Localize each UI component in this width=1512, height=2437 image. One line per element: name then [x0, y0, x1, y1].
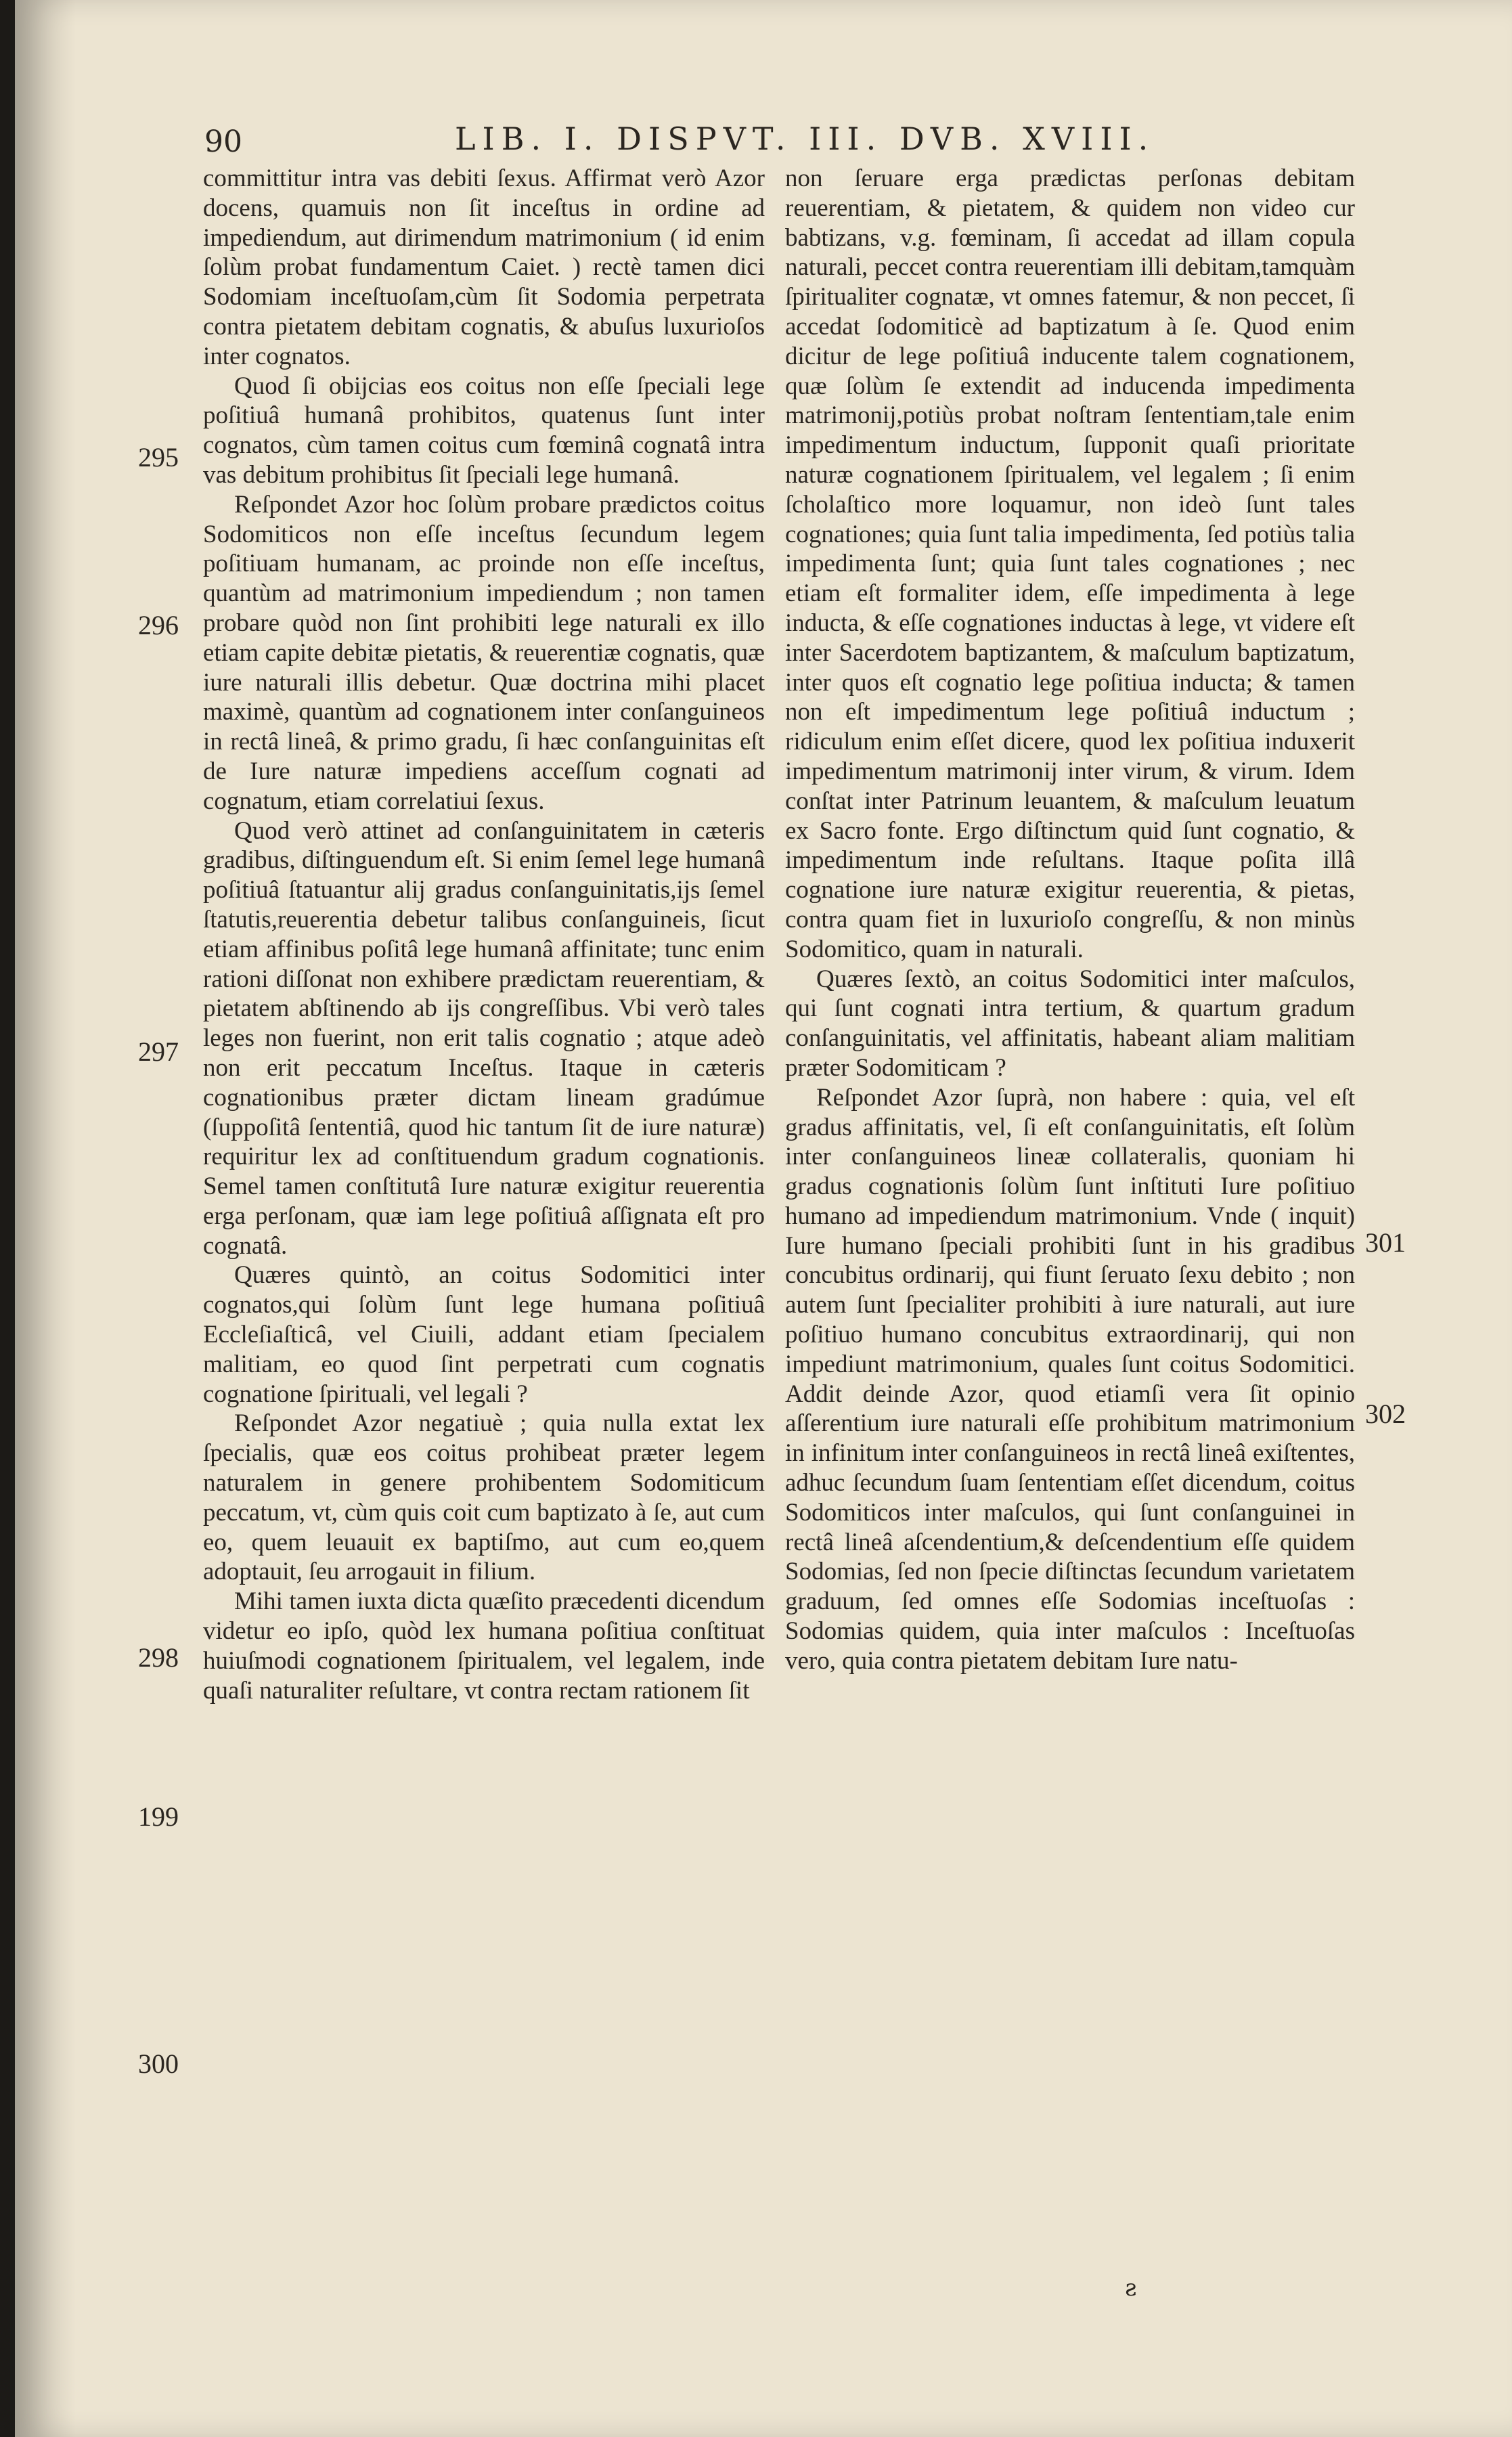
paragraph: Reſpondet Azor negatiuè ; quia nulla extat lex ſpecialis, quæ eos coitus prohibeat præter legem naturalem in genere prohibentem Sodomiticum peccatum, vt, cùm quis coit cum baptizato à ſe, aut cum eo, quem leuauit ex baptiſmo, aut cum eo,quem adoptauit, ſeu arrogauit in filium.	[203, 1409, 765, 1586]
margin-number: 302	[1365, 1399, 1406, 1429]
left-column	[203, 164, 765, 1705]
paragraph: Reſpondet Azor ſuprà, non habere : quia, vel eſt gradus affinitatis, vel, ſi eſt conſanguinitatis, eſt ſolùm inter conſanguineos lineæ collateralis, quoniam hi gradus cognationis ſolùm ſunt inſtituti Iure poſitiuo humano ad impediendum matrimonium. Vnde ( inquit) Iure humano ſpeciali prohibiti ſunt in his gradibus concubitus ordinarij, qui fiunt ſeruato ſexu debito ; non autem ſunt ſpecialiter prohibiti à iure naturali, aut iure poſitiuo humano concubitus extraordinarij, qui non impediunt matrimonium, quales ſunt coitus Sodomitici. Addit deinde Azor, quod etiamſi vera ſit opinio aſſerentium iure naturali eſſe prohibitum matrimonium in infinitum inter conſanguineos in rectâ lineâ exiſtentes, adhuc ſecundum ſuam ſententiam eſſet dicendum, coitus Sodomiticos inter maſculos, qui ſunt conſanguinei in rectâ lineâ aſcendentium,& deſcendentium eſſe quidem Sodomias, ſed non ſpecie diſtinctas ſecundum varietatem graduum, ſed omnes eſſe Sodomias inceſtuoſas : Sodomias quidem, quia inter maſculos : Inceſtuoſas vero, quia contra pietatem debitam Iure natu-	[785, 1083, 1355, 1675]
margin-number: 300	[138, 2048, 179, 2079]
paragraph: Quæres quintò, an coitus Sodomitici inter cognatos,qui ſolùm ſunt lege humana poſitiuâ Eccleſiaſticâ, vel Ciuili, addant etiam ſpecialem malitiam, eo quod ſint perpetrati cum cognatis cognatione ſpirituali, vel legali ?	[203, 1261, 765, 1408]
page-number: 90	[204, 125, 242, 159]
margin-number: 297	[138, 1036, 179, 1067]
margin-number: 295	[138, 442, 179, 473]
paragraph: Quæres ſextò, an coitus Sodomitici inter maſculos, qui ſunt cognati intra tertium, & quartum gradum conſanguinitatis, vel affinitatis, habeant aliam malitiam præter Sodomiticam ?	[785, 965, 1355, 1082]
margin-number: 298	[138, 1642, 179, 1673]
paragraph: committitur intra vas debiti ſexus. Affirmat verò Azor docens, quamuis non ſit inceſtus in ordine ad impediendum, aut dirimendum matrimonium ( id enim ſolùm probat fundamentum Caiet. ) rectè tamen dici Sodomiam inceſtuoſam,cùm ſit Sodomia perpetrata contra pietatem debitam cognatis, & abuſus luxurioſos inter cognatos.	[203, 164, 765, 370]
gutter-shadow	[15, 0, 76, 2437]
paragraph: non ſeruare erga prædictas perſonas debitam reuerentiam, & pietatem, & quidem non video cur babtizans, v.g. fœminam, ſi accedat ad illam copula naturali, peccet contra reuerentiam illi debitam,tamquàm ſpiritualiter cognatæ, vt omnes fatemur, & non peccet, ſi accedat ſodomiticè ad baptizatum à ſe. Quod enim dicitur de lege poſitiuâ inducente talem cognationem, quæ ſolùm ſe extendit ad inducenda impedimenta matrimonij,potiùs probat noſtram ſententiam,tale enim impedimentum inductum, ſupponit quaſi prioritate naturæ cognationem ſpiritualem, vel legalem ; ſi enim ſcholaſtico more loquamur, non ideò ſunt tales cognationes; quia ſunt talia impedimenta, ſed potiùs talia impedimenta ſunt; quia ſunt tales cognationes ; nec etiam eſt formaliter idem, eſſe impedimenta à lege inducta, & eſſe cognationes inductas à lege, vt videre eſt inter Sacerdotem baptizantem, & maſculum baptizatum, inter quos eſt cognatio lege poſitiua inducta; & tamen non eſt impedimentum lege poſitiuâ inductum ; ridiculum enim eſſet dicere, quod lex poſitiua induxerit impedimentum matrimonij inter virum, & virum. Idem conſtat inter Patrinum leuantem, & maſculum leuatum ex Sacro fonte. Ergo diſtinctum quid ſunt cognatio, & impedimentum inde reſultans. Itaque poſita illâ cognatione iure naturæ exigitur reuerentia, & pietas, contra quam fiet in luxurioſo congreſſu, & non minùs Sodomitico, quam in naturali.	[785, 164, 1355, 963]
page-header	[15, 120, 1512, 168]
paragraph: Quod verò attinet ad conſanguinitatem in cæteris gradibus, diſtinguendum eſt. Si enim ſemel lege humanâ poſitiuâ ſtatuantur alij gradus conſanguinitatis,ijs ſemel ſtatutis,reuerentia debetur talibus conſanguineis, ſicut etiam affinibus poſitâ lege humanâ affinitate; tunc enim rationi diſſonat non exhibere prædictam reuerentiam, & pietatem abſtinendo ab ijs congreſſibus. Vbi verò tales leges non fuerint, non erit talis cognatio ; atque adeò non erit peccatum Inceſtus. Itaque in cæteris cognationibus præter dictam lineam gradúmue (ſuppoſitâ ſententiâ, quod hic tantum ſit de iure naturæ) requiritur lex ad conſtituendum gradum cognationis. Semel tamen conſtitutâ Iure naturæ exigitur reuerentia erga perſonam, quæ iam lege poſitiuâ aſſignata eſt pro cognatâ.	[203, 816, 765, 1260]
margin-number: 296	[138, 610, 179, 640]
margin-number: 199	[138, 1801, 179, 1832]
right-column	[785, 164, 1355, 1676]
margin-number: 301	[1365, 1227, 1406, 1258]
book-page	[15, 0, 1512, 2437]
paragraph: Mihi tamen iuxta dicta quæſito præcedenti dicendum videtur eo ipſo, quòd lex humana poſitiua conſtituat huiuſmodi cognationem ſpiritualem, vel legalem, inde quaſi naturaliter reſultare, vt contra rectam rationem ſit	[203, 1587, 765, 1705]
running-head: LIB. I. DISPVT. III. DVB. XVIII.	[455, 120, 1155, 157]
signature-mark: ƨ	[1125, 2275, 1137, 2302]
paragraph: Reſpondet Azor hoc ſolùm probare prædictos coitus Sodomiticos non eſſe inceſtus ſecundum legem poſitiuam humanam, ac proinde non eſſe inceſtus, quantùm ad matrimonium impediendum ; non tamen probare quòd non ſint prohibiti lege naturali ex illo etiam capite debitæ pietatis, & reuerentiæ cognatis, quæ iure naturali illis debetur. Quæ doctrina mihi placet maximè, quantùm ad cognationem inter conſanguineos in rectâ lineâ, & primo gradu, ſi hæc conſanguinitas eſt de Iure naturæ impediens acceſſum cognati ad cognatum, etiam correlatiui ſexus.	[203, 490, 765, 815]
paragraph: Quod ſi obijcias eos coitus non eſſe ſpeciali lege poſitiuâ humanâ prohibitos, quatenus ſunt inter cognatos, cùm tamen coitus cum fœminâ cognatâ intra vas debitum prohibitus ſit ſpeciali lege humanâ.	[203, 372, 765, 489]
